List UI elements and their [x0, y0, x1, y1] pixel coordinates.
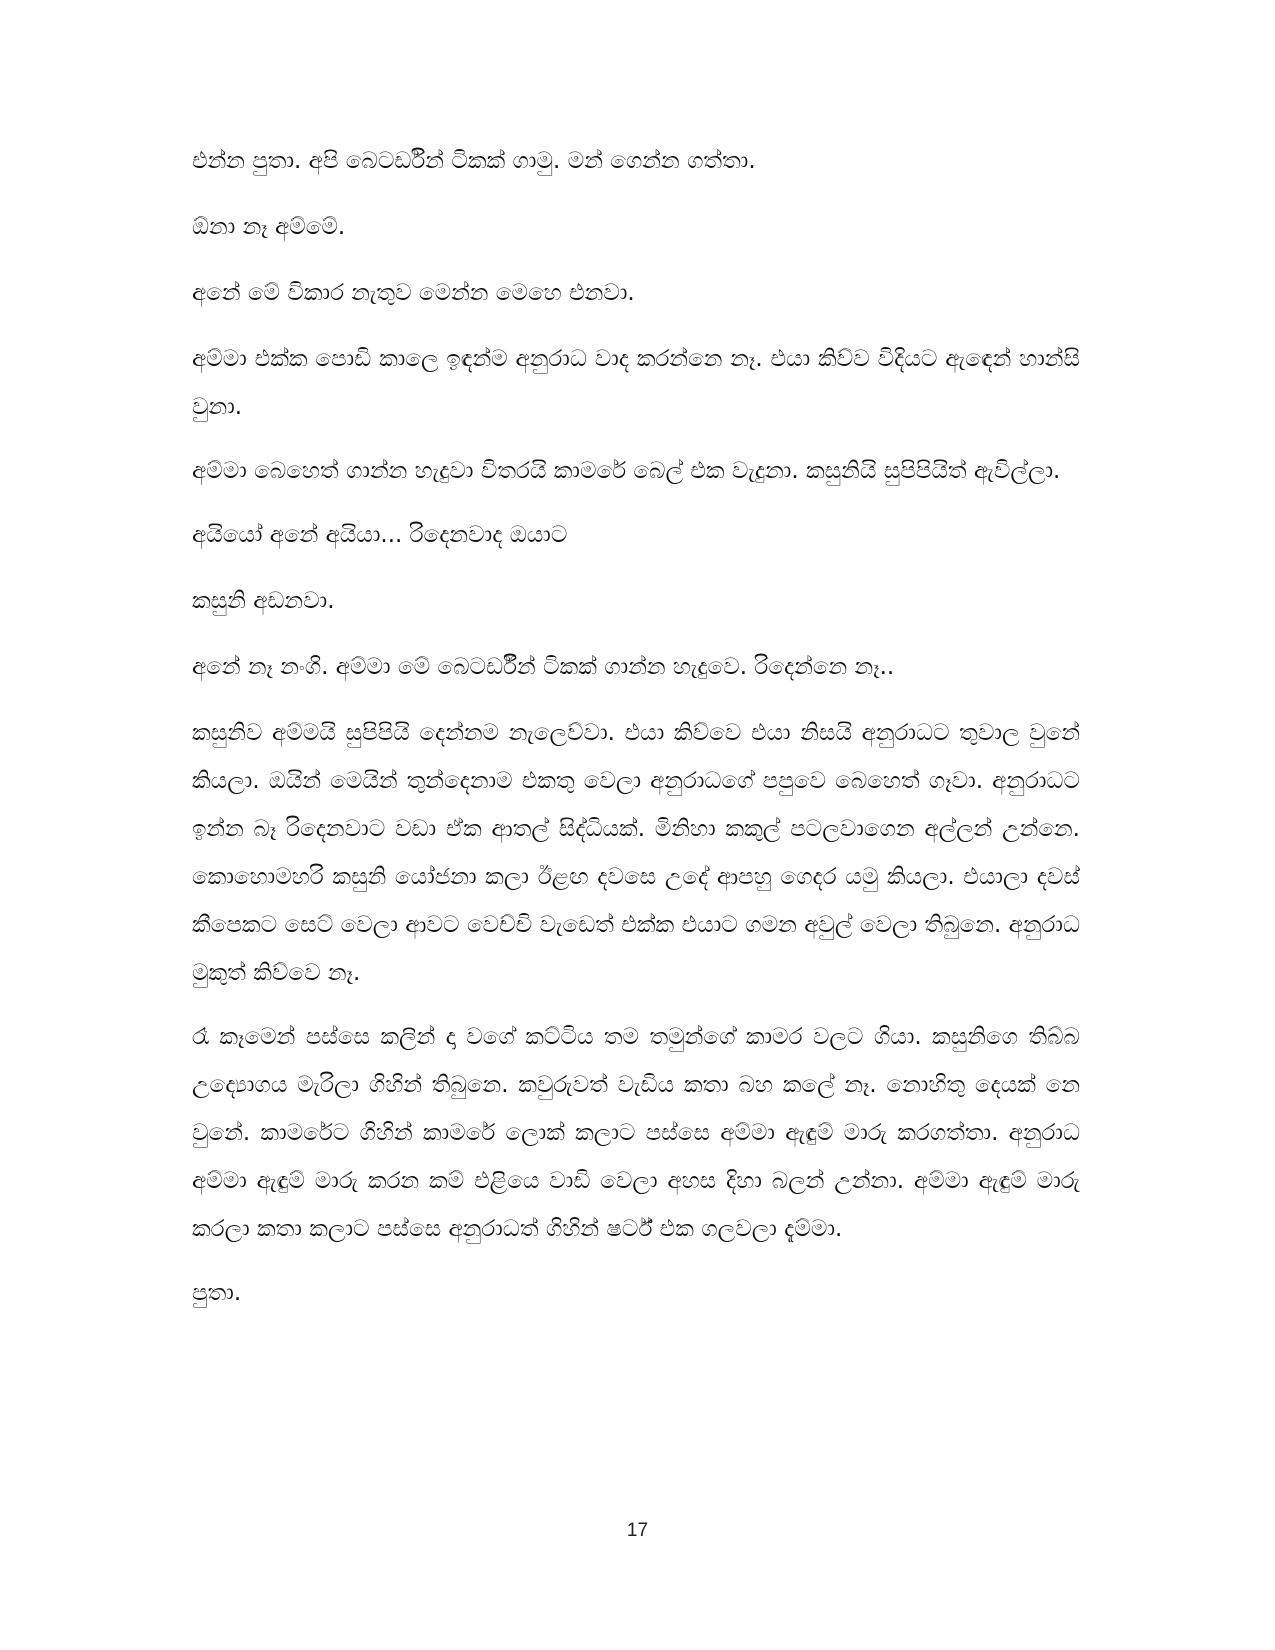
paragraph-4: අම්මා එක්ක පොඩි කාලෙ ඉඳන්ම අනුරාධ වාද කරන්නෙ නෑ. එයා කිව්ව විදියට ඇඳෙන් හාන්සි වුනා.: [192, 346, 1080, 420]
paragraph-8: අනේ නෑ නංගි. අම්මා මේ බෙටර්ඩීන් ටිකක් ගාන්න හැදුවෙ. රිදෙන්නෙ නෑ..: [192, 654, 895, 680]
paragraph-1: එන්න පුතා. අපි බෙටර්ඩින් ටිකක් ගාමු. මන් ගෙන්න ගත්තා.: [192, 148, 756, 174]
paragraph-7: කසුනි අඩනවා.: [192, 588, 335, 614]
paragraph-9: කසුනිව අම්මයි සුපිපියි දෙන්නම නැලෙව්වා. එයා කිව්වෙ එයා නිසයි අනුරාධට තුවාල වුනේ කියලා. ඔයින් මෙයින් තුන්දෙනාම එකතු වෙලා අනුරාධගේ පපුවෙ බෙහෙත් ගෑවා. අනුරාධට ඉන්න බෑ රිදෙනවාට වඩා ඒක ආතල් සිද්ධියක්. මිනිහා කකුල් පටලවාගෙන අල්ලන් උන්නෙ. කොහොමහරි කසුනි යෝජනා කලා ඊළඟ දවසෙ උදේ ආපහු ගෙදර යමු කියලා. එයාලා දවස් කීපෙකට සෙට් වෙලා ආවට වෙච්චි වැඩෙත් එක්ක එයාට ගමන අවුල් වෙලා තිබුනෙ. අනුරාධ මුකුත් කිව්වෙ නෑ.: [192, 720, 1080, 986]
paragraph-11: පුතා.: [192, 1280, 242, 1306]
page-body: [192, 137, 1080, 1317]
page-number: 17: [626, 1520, 649, 1541]
paragraph-10: රෑ කෑමෙන් පස්සෙ කලින් දා වගේ කට්ටිය තම තමුන්ගේ කාමර වලට ගියා. කසුනිගෙ තිබ්බ උද්‍යොගය මැරිලා ගිහින් තිබුනෙ. කවුරුවත් වැඩිය කතා බහ කලේ නෑ. නොහිතු දෙයක් නෙ වුනේ. කාමරේට ගිහින් කාමරේ ලොක් කලාට පස්සෙ අම්මා ඇඳුම් මාරු කරගත්තා. අනුරාධ අම්මා ඇඳුම් මාරු කරන කම් එළියෙ වාඩි වෙලා අහස දිහා බලන් උන්නා. අම්මා ඇඳුම් මාරු කරලා කතා කලාට පස්සෙ අනුරාධත් ගිහින් ෂර්ට් එක ගලවලා දැම්මා.: [192, 1024, 1080, 1242]
paragraph-3: අනේ මේ විකාර නැතුව මෙන්න මෙහෙ එනවා.: [192, 280, 635, 306]
paragraph-6: අයියෝ අනේ අයියා... රිදෙනවාද ඔයාට: [192, 522, 568, 548]
paragraph-5: අම්මා බෙහෙත් ගාන්න හැදුවා විතරයි කාමරේ බෙල් එක වැදුනා. කසුනියි සුපිපියිත් ඇවිල්ලා.: [192, 458, 1061, 484]
paragraph-2: ඕනා නෑ අම්මේ.: [192, 214, 346, 240]
